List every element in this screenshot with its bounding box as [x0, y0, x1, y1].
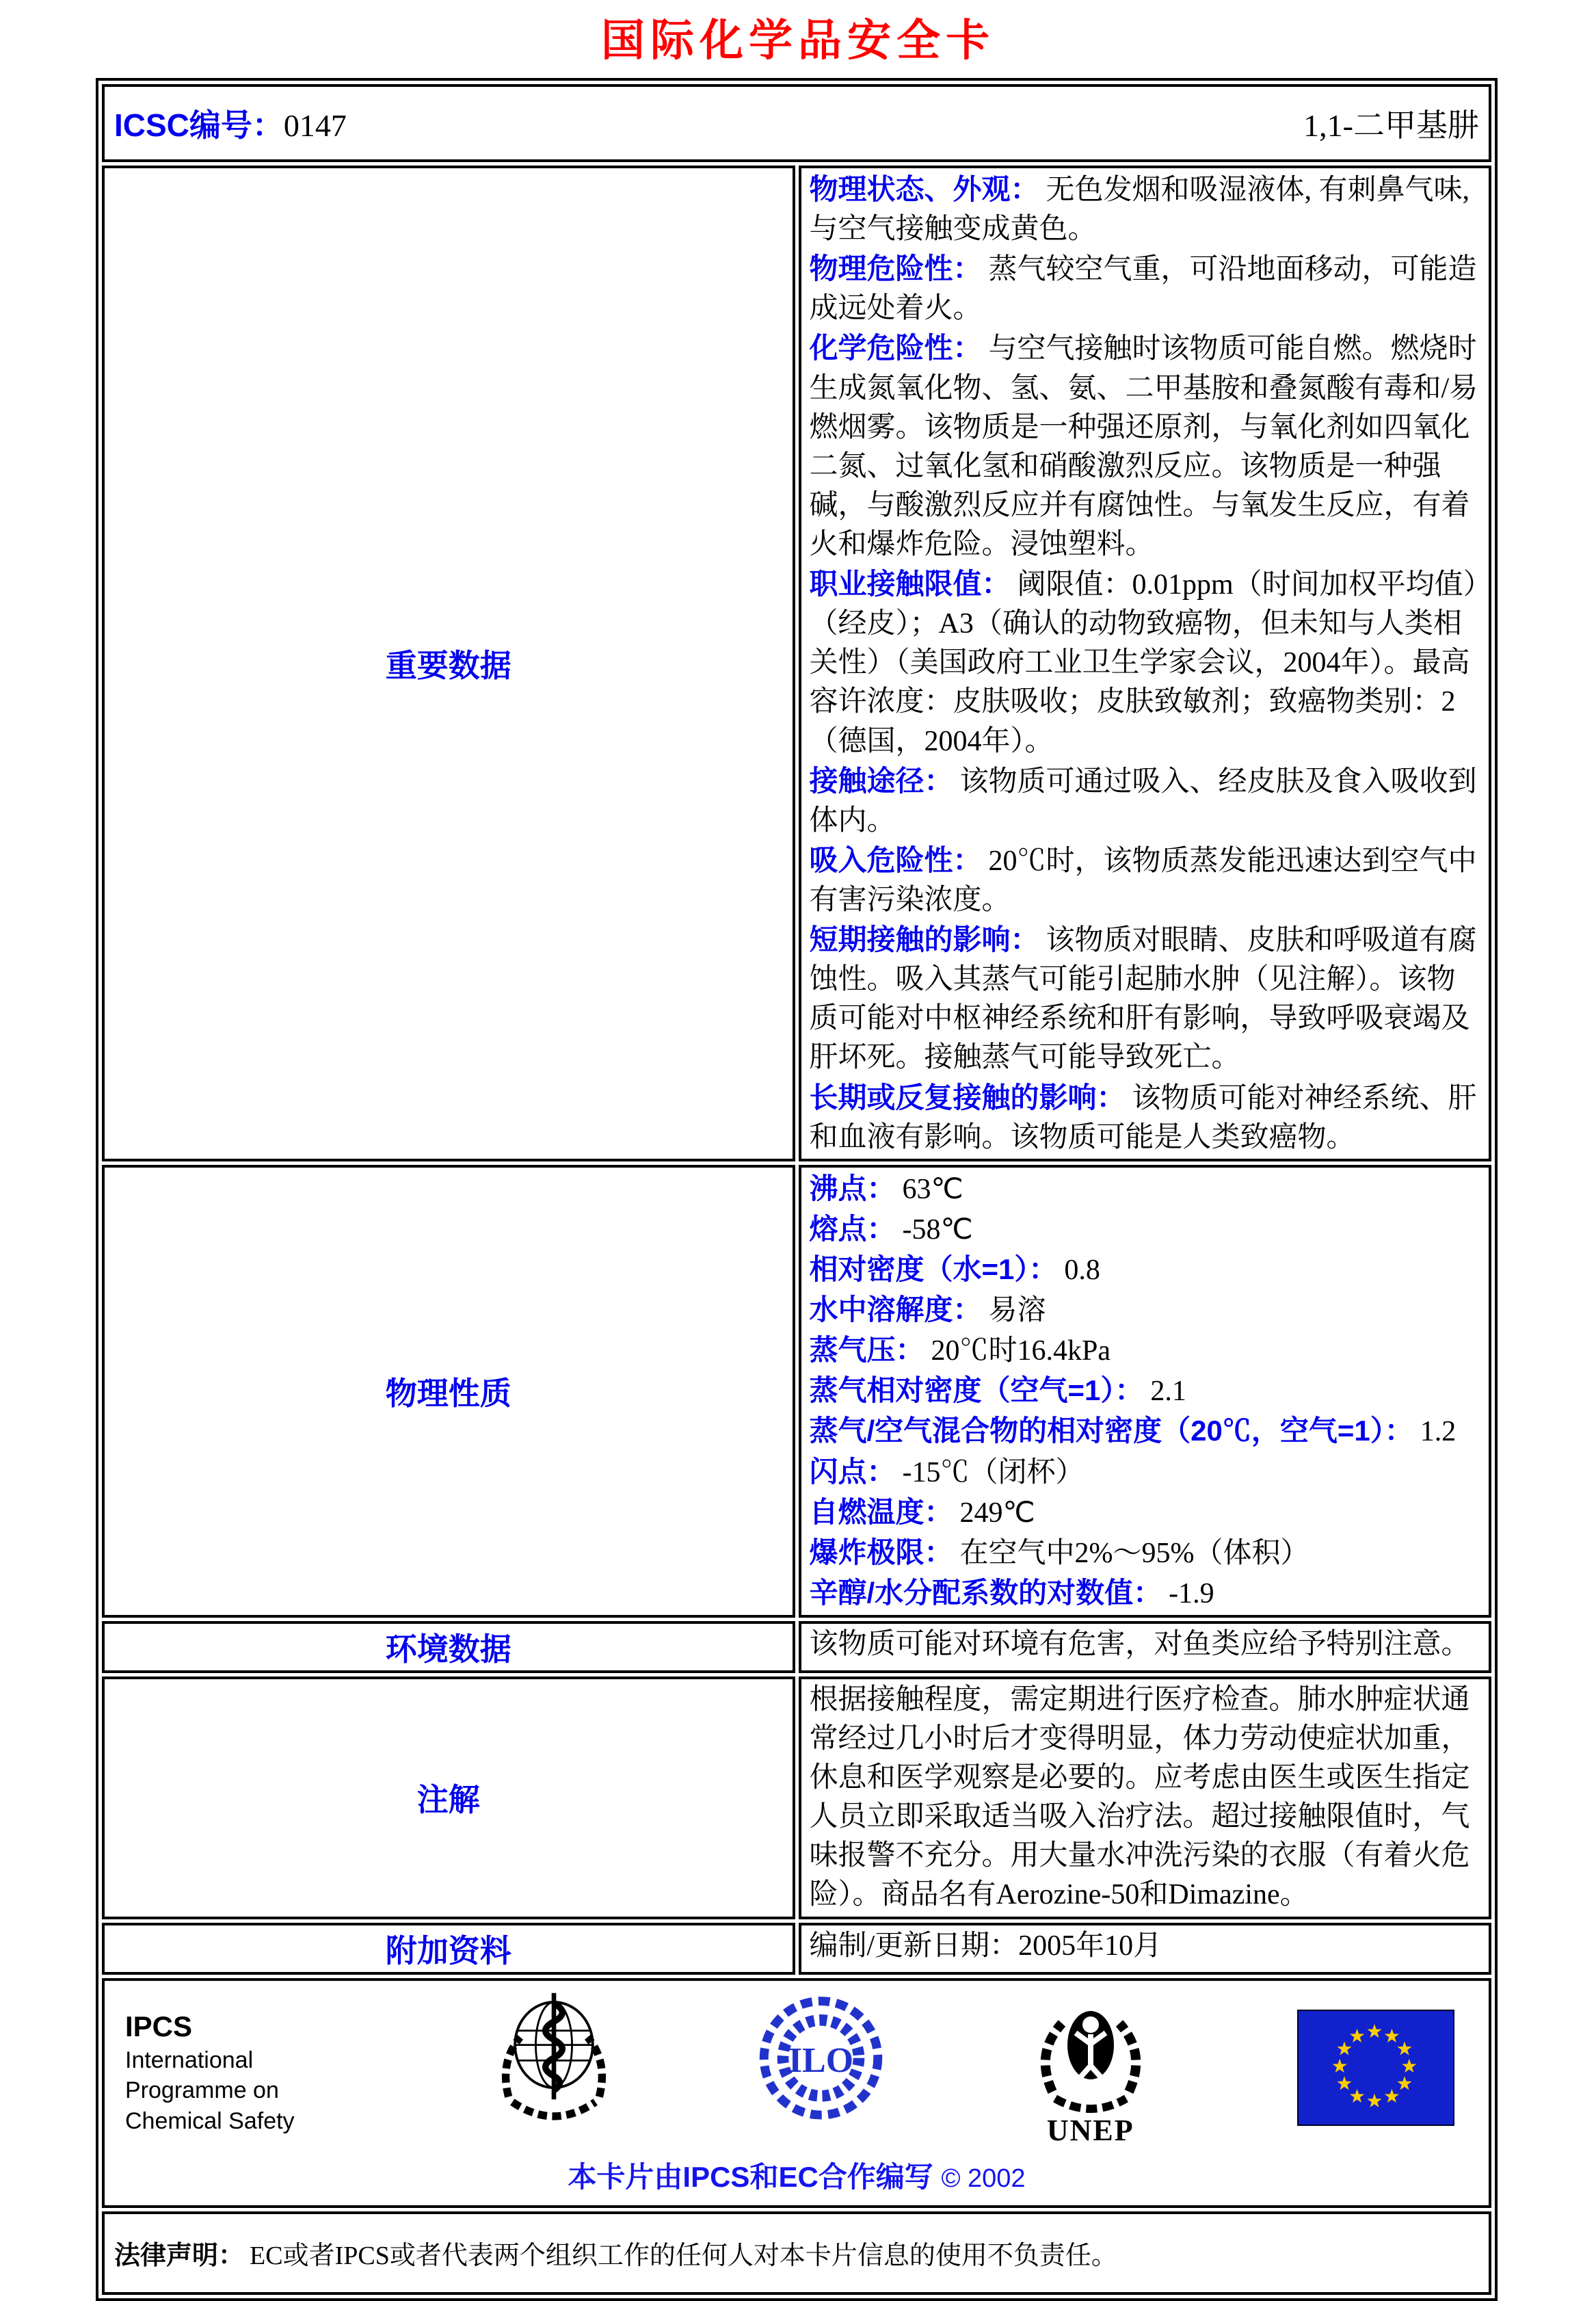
physical-property: 蒸气压： 20℃时16.4kPa [809, 1334, 1111, 1367]
physical-content [799, 1165, 1492, 1618]
safety-card-table [96, 78, 1498, 2301]
legal-cell [102, 2211, 1491, 2295]
physical-property: 爆炸极限： 在空气中2%～95%（体积） [809, 1536, 1309, 1569]
credit-text: 本卡片由IPCS和EC合作编写 [568, 2160, 933, 2193]
physical-property: 自燃温度： 249℃ [809, 1495, 1035, 1529]
section-label-physical: 物理性质 [102, 1165, 795, 1618]
logos-cell [102, 1978, 1491, 2208]
section-row-environment [102, 1621, 1491, 1673]
page-title: 国际化学品安全卡 [601, 16, 995, 65]
legal-row [102, 2211, 1491, 2295]
section-row-additional [102, 1923, 1491, 1975]
header-row [102, 84, 1491, 162]
ipcs-line: Programme on [125, 2077, 279, 2104]
notes-content: 根据接触程度，需定期进行医疗检查。肺水肿症状通常经过几小时后才变得明显，体力劳动使症状加重，休息和医学观察是必要的。应考虑由医生或医生指定人员立即采取适当吸入治疗法。超过接触限值时，气味报警不充分。用大量水冲洗污染的衣服（有着火危险）。商品名有Aerozine-50和Dimazine。 [799, 1677, 1492, 1919]
ilo-logo-icon [758, 1990, 884, 2131]
environment-content: 该物质可能对环境有危害，对鱼类应给予特别注意。 [799, 1621, 1492, 1673]
physical-property: 沸点： 63℃ [809, 1172, 963, 1205]
important-item: 物理状态、外观： 无色发烟和吸湿液体, 有刺鼻气味, 与空气接触变成黄色。 [809, 173, 1470, 246]
icsc-number-label: ICSC编号： [114, 107, 284, 143]
eu-flag-icon [1297, 2010, 1454, 2126]
unep-wordmark: UNEP [1046, 2113, 1134, 2147]
important-item: 吸入危险性： 20℃时，该物质蒸发能迅速达到空气中有害污染浓度。 [809, 843, 1477, 916]
physical-property: 蒸气/空气混合物的相对密度（20℃，空气=1）： 1.2 [809, 1415, 1457, 1448]
unep-logo-icon [1022, 1990, 1159, 2114]
legal-label: 法律声明： [114, 2241, 245, 2271]
icsc-number-value: 0147 [283, 108, 347, 143]
who-logo-icon [489, 1990, 619, 2140]
ipcs-line: International [125, 2047, 254, 2074]
unep-logo-block [1022, 1990, 1159, 2148]
important-item: 职业接触限值： 阈限值：0.01ppm（时间加权平均值）（经皮）；A3（确认的动物致癌物，但未知与人类相关性）（美国政府工业卫生学家会议，2004年）。最高容许浓度：皮肤吸收；皮肤致敏剂；致癌物类别：2（德国，2004年）。 [809, 568, 1478, 757]
additional-content: 编制/更新日期：2005年10月 [799, 1923, 1492, 1975]
important-item: 物理危险性： 蒸气较空气重，可沿地面移动，可能造成远处着火。 [809, 252, 1477, 325]
section-label-environment: 环境数据 [102, 1621, 795, 1673]
legal-text: EC或者IPCS或者代表两个组织工作的任何人对本卡片信息的使用不负责任。 [250, 2241, 1117, 2271]
section-row-notes [102, 1677, 1491, 1919]
header-cell [102, 84, 1491, 162]
important-item: 长期或反复接触的影响： 该物质可能对神经系统、肝和血液有影响。该物质可能是人类致癌物。 [809, 1081, 1477, 1153]
physical-property: 熔点： -58℃ [809, 1212, 973, 1246]
important-item: 接触途径： 该物质可通过吸入、经皮肤及食入吸收到体内。 [809, 764, 1477, 837]
physical-property: 蒸气相对密度（空气=1）： 2.1 [809, 1374, 1186, 1408]
important-item: 化学危险性： 与空气接触时该物质可能自燃。燃烧时生成氮氧化物、氢、氨、二甲基胺和叠氮酸有毒和/易燃烟雾。该物质是一种强还原剂，与氧化剂如四氧化二氮、过氧化氢和硝酸激烈反应。该物质是一种强碱，与酸激烈反应并有腐蚀性。与氧发生反应，有着火和爆炸危险。浸蚀塑料。 [809, 332, 1478, 560]
chemical-name: 1,1-二甲基肼 [1303, 108, 1479, 143]
important-item: 短期接触的影响： 该物质对眼睛、皮肤和呼吸道有腐蚀性。吸入其蒸气可能引起肺水肿（见注解）。该物质可能对中枢神经系统和肝有影响，导致呼吸衰竭及肝坏死。接触蒸气可能导致死亡。 [809, 923, 1477, 1074]
copyright-text: © 2002 [941, 2164, 1026, 2193]
section-label-additional: 附加资料 [102, 1923, 795, 1975]
icsc-number-group [114, 101, 347, 146]
section-label-notes: 注解 [102, 1677, 795, 1919]
ilo-wordmark: ILO [788, 2040, 853, 2080]
ipcs-text-block [125, 1990, 351, 2136]
important-content [799, 166, 1492, 1161]
section-row-physical [102, 1165, 1491, 1618]
physical-property: 闪点： -15℃（闭杯） [809, 1455, 1085, 1488]
ipcs-acronym: IPCS [125, 2010, 193, 2042]
section-label-important: 重要数据 [102, 166, 795, 1161]
physical-property: 相对密度（水=1）： 0.8 [809, 1252, 1100, 1286]
logos-row [102, 1978, 1491, 2208]
physical-property: 辛醇/水分配系数的对数值： -1.9 [809, 1576, 1214, 1609]
credit-line [111, 2155, 1482, 2196]
physical-property: 水中溶解度： 易溶 [809, 1293, 1046, 1327]
ipcs-line: Chemical Safety [125, 2107, 295, 2134]
section-row-important [102, 166, 1491, 1161]
